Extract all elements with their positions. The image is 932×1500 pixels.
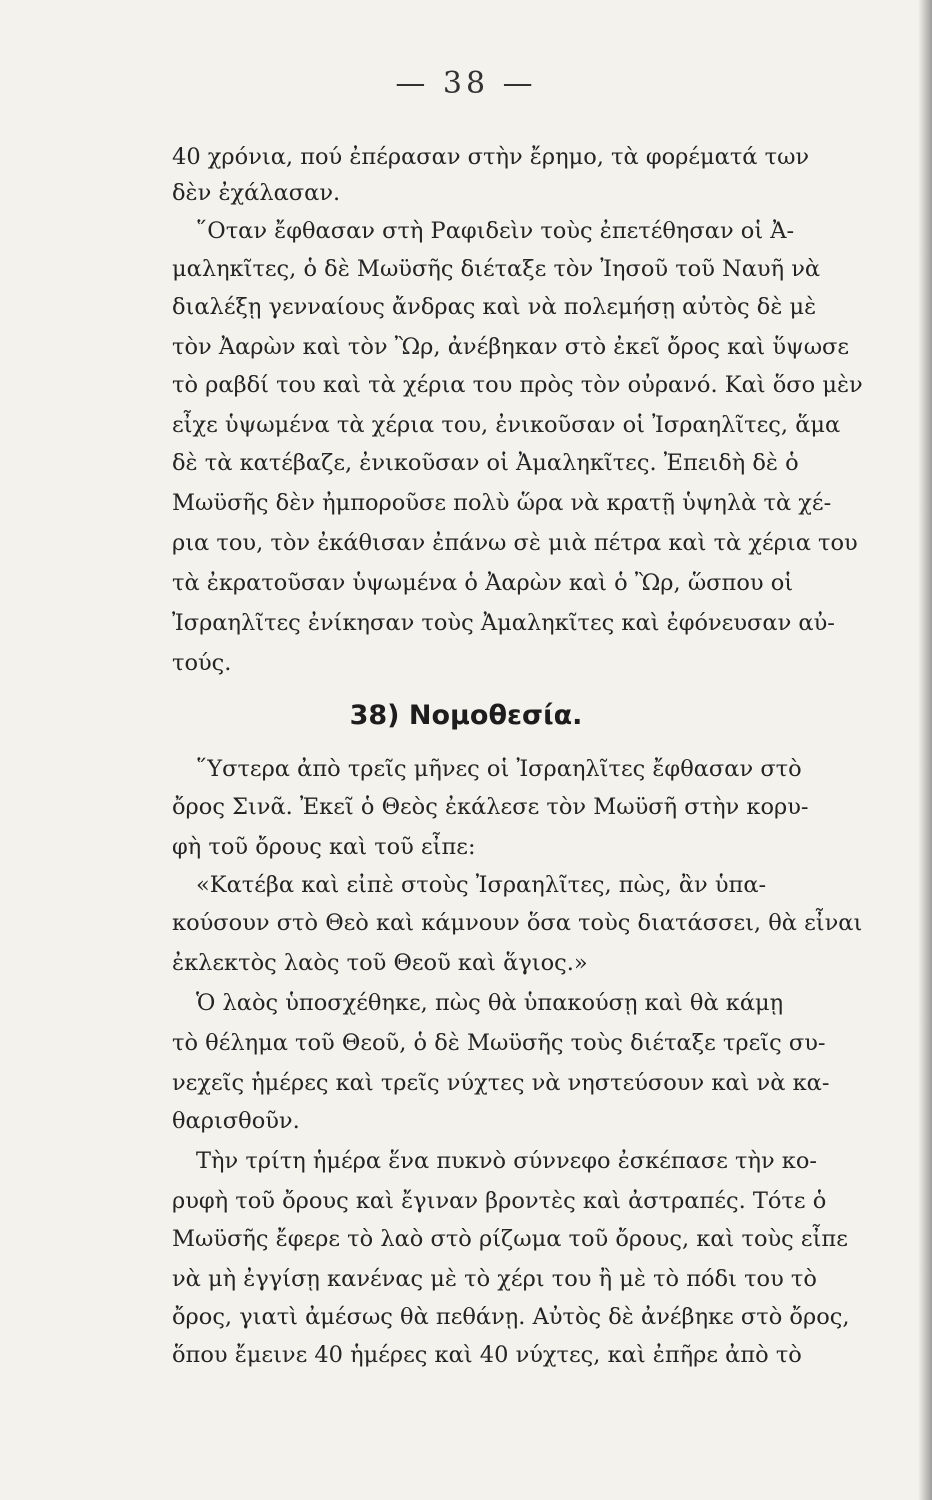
text-line: Μωϋσῆς δὲν ἠμποροῦσε πολὺ ὥρα νὰ κρατῇ ὑψηλὰ τὰ χέ- xyxy=(172,490,832,516)
text-line: «Κατέβα καὶ εἰπὲ στοὺς Ἰσραηλῖτες, πὼς, ἂν ὑπα- xyxy=(196,872,767,898)
section-heading: 38) Νομοθεσία. xyxy=(349,700,583,731)
text-line: δὲ τὰ κατέβαζε, ἐνικοῦσαν οἱ Ἀμαληκῖτες. Ἐπειδὴ δὲ ὁ xyxy=(172,450,799,476)
text-line: νεχεῖς ἡμέρες καὶ τρεῖς νύχτες νὰ νηστεύσουν καὶ νὰ κα- xyxy=(172,1070,830,1096)
text-line: εἶχε ὑψωμένα τὰ χέρια του, ἐνικοῦσαν οἱ Ἰσραηλῖτες, ἅμα xyxy=(172,412,841,438)
text-line: τὸ ραβδί του καὶ τὰ χέρια του πρὸς τὸν οὐρανό. Καὶ ὅσο μὲν xyxy=(172,372,863,398)
text-line: ἐκλεκτὸς λαὸς τοῦ Θεοῦ καὶ ἅγιος.» xyxy=(172,950,588,976)
text-line: ρια του, τὸν ἐκάθισαν ἐπάνω σὲ μιὰ πέτρα καὶ τὰ χέρια του xyxy=(172,530,858,556)
text-line: Ἰσραηλῖτες ἐνίκησαν τοὺς Ἀμαληκῖτες καὶ ἐφόνευσαν αὐ- xyxy=(172,610,835,636)
text-line: Μωϋσῆς ἔφερε τὸ λαὸ στὸ ρίζωμα τοῦ ὄρους, καὶ τοὺς εἶπε xyxy=(172,1226,848,1252)
text-line: τὸ θέλημα τοῦ Θεοῦ, ὁ δὲ Μωϋσῆς τοὺς διέταξε τρεῖς συ- xyxy=(172,1030,826,1056)
text-line: δὲν ἐχάλασαν. xyxy=(172,180,341,206)
page-edge-shadow xyxy=(918,0,932,1500)
text-line: ρυφὴ τοῦ ὄρους καὶ ἔγιναν βροντὲς καὶ ἀστραπές. Τότε ὁ xyxy=(172,1188,827,1214)
text-line: τὰ ἐκρατοῦσαν ὑψωμένα ὁ Ἀαρὼν καὶ ὁ Ὢρ, ὥσπου οἱ xyxy=(172,570,794,596)
page-number: — 38 — xyxy=(395,66,537,101)
text-line: φὴ τοῦ ὄρους καὶ τοῦ εἶπε: xyxy=(172,834,476,860)
text-line: ῞Υστερα ἀπὸ τρεῖς μῆνες οἱ Ἰσραηλῖτες ἔφθασαν στὸ xyxy=(196,756,802,782)
text-line: ὄρος, γιατὶ ἀμέσως θὰ πεθάνῃ. Αὐτὸς δὲ ἀνέβηκε στὸ ὄρος, xyxy=(172,1304,850,1330)
text-line: τούς. xyxy=(172,650,232,676)
text-line: Τὴν τρίτη ἡμέρα ἕνα πυκνὸ σύννεφο ἐσκέπασε τὴν κο- xyxy=(196,1148,818,1174)
text-line: Ὁ λαὸς ὑποσχέθηκε, πὼς θὰ ὑπακούσῃ καὶ θὰ κάμῃ xyxy=(196,990,784,1016)
text-line: ὄρος Σινᾶ. Ἐκεῖ ὁ Θεὸς ἐκάλεσε τὸν Μωϋσῆ στὴν κορυ- xyxy=(172,794,809,820)
text-line: 40 χρόνια, πού ἐπέρασαν στὴν ἔρημο, τὰ φορέματά των xyxy=(172,144,810,170)
text-line: κούσουν στὸ Θεὸ καὶ κάμνουν ὅσα τοὺς διατάσσει, θὰ εἶναι xyxy=(172,910,863,936)
text-line: νὰ μὴ ἐγγίσῃ κανένας μὲ τὸ χέρι του ἢ μὲ τὸ πόδι του τὸ xyxy=(172,1266,817,1292)
text-line: θαρισθοῦν. xyxy=(172,1108,300,1134)
text-line: διαλέξῃ γενναίους ἄνδρας καὶ νὰ πολεμήσῃ αὐτὸς δὲ μὲ xyxy=(172,294,817,320)
text-line: ὅπου ἔμεινε 40 ἡμέρες καὶ 40 νύχτες, καὶ ἐπῆρε ἀπὸ τὸ xyxy=(172,1342,802,1368)
text-line: ῞Οταν ἔφθασαν στὴ Ραφιδεὶν τοὺς ἐπετέθησαν οἱ Ἀ- xyxy=(196,218,795,244)
text-line: τὸν Ἀαρὼν καὶ τὸν Ὢρ, ἀνέβηκαν στὸ ἐκεῖ ὄρος καὶ ὕψωσε xyxy=(172,334,850,360)
text-line: μαληκῖτες, ὁ δὲ Μωϋσῆς διέταξε τὸν Ἰησοῦ τοῦ Ναυῆ νὰ xyxy=(172,256,821,282)
